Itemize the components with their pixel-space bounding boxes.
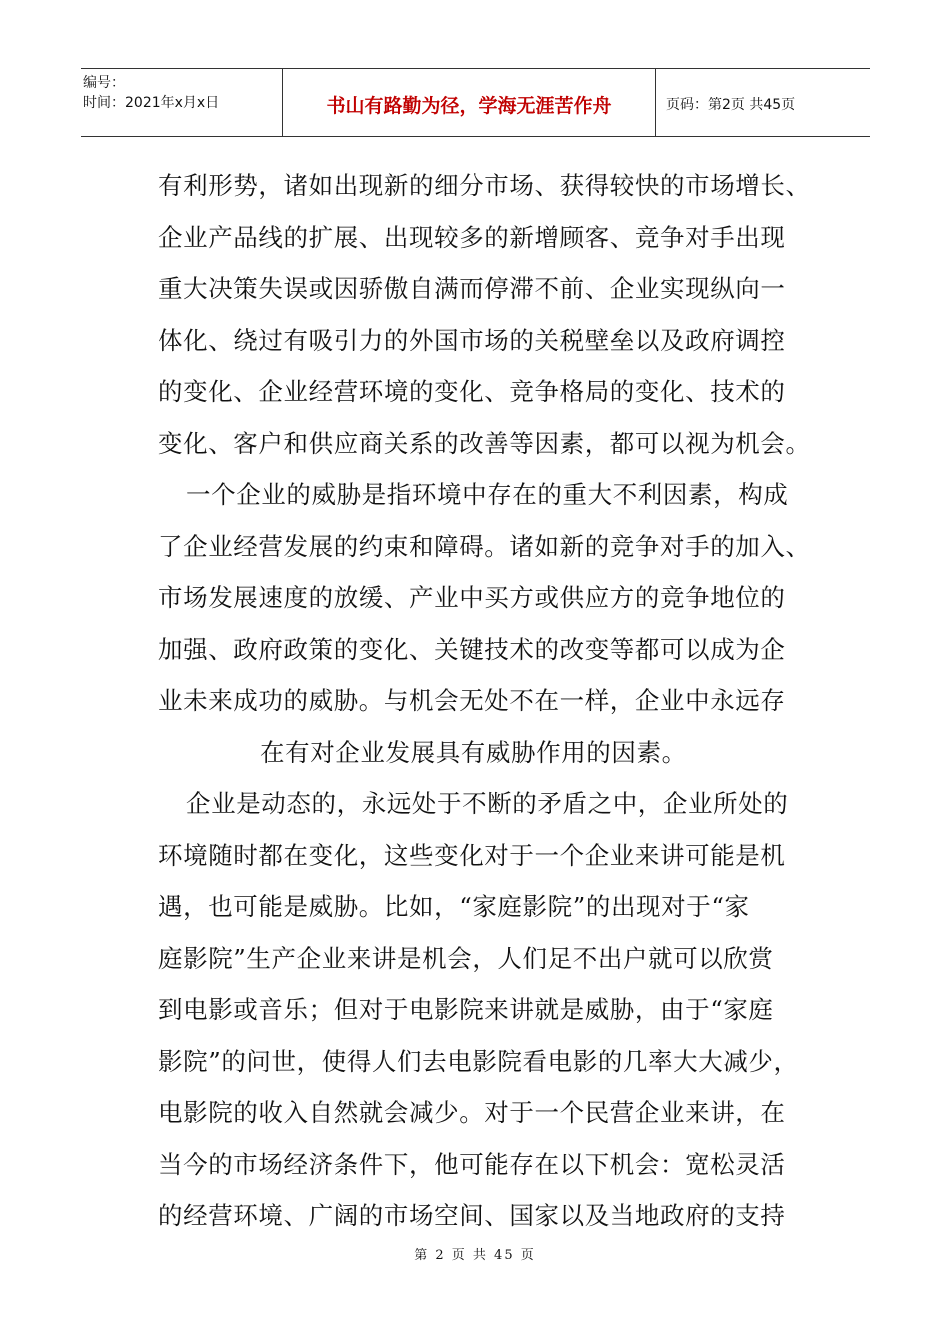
date-label: 时间：2021年x月x日 <box>83 95 220 111</box>
text-line: 市场发展速度的放缓、产业中买方或供应方的竞争地位的 <box>158 583 786 612</box>
body-text <box>158 160 811 1242</box>
text-line: 了企业经营发展的约束和障碍。诸如新的竞争对手的加入、 <box>158 531 811 561</box>
text-line: 有利形势，诸如出现新的细分市场、获得较快的市场增长、 <box>158 171 811 200</box>
text-line: 的变化、企业经营环境的变化、竞争格局的变化、技术的 <box>158 377 786 406</box>
header-motto: 书山有路勤为径，学海无涯苦作舟 <box>283 69 656 136</box>
text-line: 变化、客户和供应商关系的改善等因素，都可以视为机会。 <box>158 428 811 458</box>
text-line: 的经营环境、广阔的市场空间、国家以及当地政府的支持 <box>158 1201 786 1230</box>
text-line: 当今的市场经济条件下，他可能存在以下机会：宽松灵活 <box>158 1149 786 1179</box>
text-line: 到电影或音乐；但对于电影院来讲就是威胁，由于“家庭 <box>158 995 774 1024</box>
document-header <box>81 68 870 137</box>
paragraph-start-line: 企业是动态的，永远处于不断的矛盾之中，企业所处的 <box>186 789 789 818</box>
text-line: 遇，也可能是威胁。比如，“家庭影院”的出现对于“家 <box>158 892 750 921</box>
header-meta <box>81 69 283 136</box>
text-line: 业未来成功的威胁。与机会无处不在一样，企业中永远存 <box>158 686 786 715</box>
paragraph-start-line: 一个企业的威胁是指环境中存在的重大不利因素，构成 <box>186 480 789 509</box>
header-page-info: 页码：第2页 共45页 <box>666 96 796 113</box>
text-line: 影院”的问世，使得人们去电影院看电影的几率大大减少， <box>158 1046 799 1076</box>
page-footer: 第 2 页 共 45 页 <box>414 1248 536 1263</box>
text-line: 加强、政府政策的变化、关键技术的改变等都可以成为企 <box>158 634 786 664</box>
text-line: 体化、绕过有吸引力的外国市场的关税壁垒以及政府调控 <box>158 325 786 355</box>
text-line: 重大决策失误或因骄傲自满而停滞不前、企业实现纵向一 <box>158 274 786 303</box>
text-line: 电影院的收入自然就会减少。对于一个民营企业来讲，在 <box>158 1098 786 1127</box>
text-line: 环境随时都在变化，这些变化对于一个企业来讲可能是机 <box>158 840 786 870</box>
text-line: 庭影院”生产企业来讲是机会，人们足不出户就可以欣赏 <box>158 943 774 973</box>
number-label: 编号： <box>83 75 125 91</box>
text-line: 在有对企业发展具有威胁作用的因素。 <box>260 737 687 767</box>
text-line: 企业产品线的扩展、出现较多的新增顾客、竞争对手出现 <box>158 222 786 252</box>
